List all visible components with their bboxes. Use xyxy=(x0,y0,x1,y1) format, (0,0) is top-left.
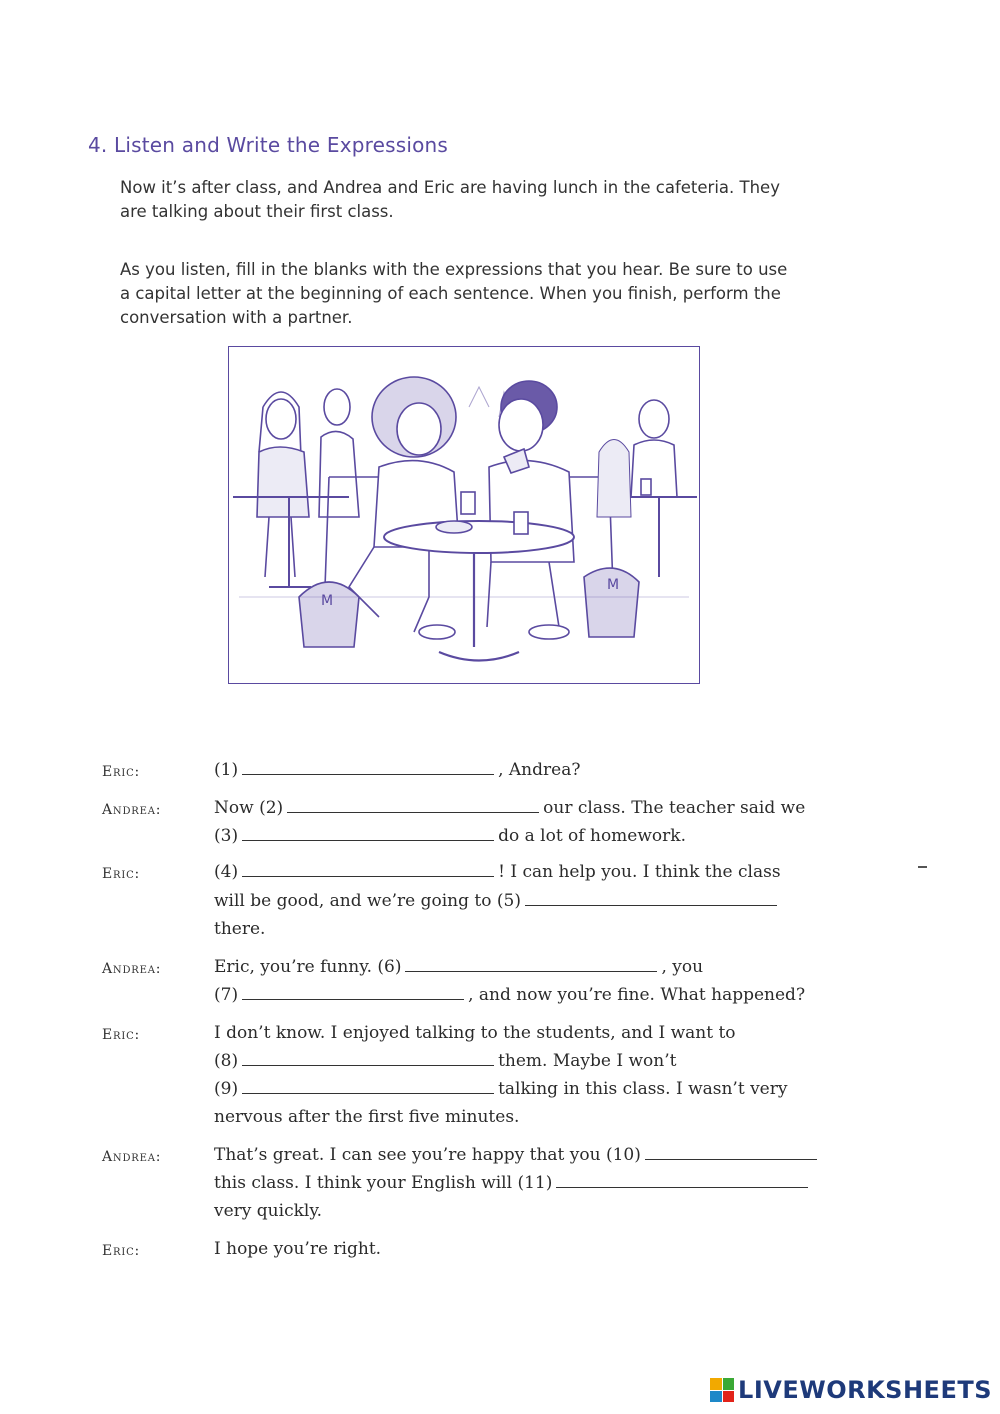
dialogue-line xyxy=(214,1173,812,1193)
dialogue-line xyxy=(214,1201,322,1221)
blank-2[interactable] xyxy=(287,798,539,813)
line-text: , and now you’re fine. What happened? xyxy=(468,985,806,1005)
blank-1[interactable] xyxy=(242,760,494,775)
instructions-paragraph: As you listen, fill in the blanks with the expressions that you hear. Be sure to use a capital letter at the beginning of each sentence. When you finish, perform the conversation with a partner. xyxy=(120,260,788,327)
dialogue-line xyxy=(214,862,781,882)
dialogue-line xyxy=(214,1239,381,1259)
line-text: there. xyxy=(214,919,266,939)
blank-3[interactable] xyxy=(242,826,494,841)
line-text: ! I can help you. I think the class xyxy=(498,862,781,882)
dialogue-line xyxy=(214,760,580,780)
line-text: nervous after the first five minutes. xyxy=(214,1107,520,1127)
line-text: our class. The teacher said we xyxy=(543,798,806,818)
intro-paragraph: Now it’s after class, and Andrea and Eric are having lunch in the cafeteria. They are talking about their first class. xyxy=(120,178,780,221)
speaker-label: Andrea: xyxy=(102,961,162,977)
line-text: very quickly. xyxy=(214,1201,323,1221)
dialogue-line xyxy=(214,1079,787,1099)
line-text: , you xyxy=(661,957,704,977)
dialogue-line xyxy=(214,1051,676,1071)
blank-5[interactable] xyxy=(525,891,777,906)
blank-8[interactable] xyxy=(242,1051,494,1066)
line-text: (4) xyxy=(214,862,239,882)
line-text: talking in this class. I wasn’t very xyxy=(498,1079,788,1099)
line-text: (7) xyxy=(214,985,239,1005)
dialogue-line xyxy=(214,919,265,939)
blank-6[interactable] xyxy=(405,957,657,972)
line-text: , Andrea? xyxy=(498,760,581,780)
speaker-label: Eric: xyxy=(102,1027,141,1043)
line-text: Now (2) xyxy=(214,798,284,818)
svg-text:M: M xyxy=(321,593,334,609)
line-text: That’s great. I can see you’re happy that you (10) xyxy=(214,1145,641,1165)
blank-7[interactable] xyxy=(242,985,464,1000)
line-text: them. Maybe I won’t xyxy=(498,1051,677,1071)
line-text: (8) xyxy=(214,1051,239,1071)
liveworksheets-logo[interactable] xyxy=(710,1376,992,1404)
dialogue-line xyxy=(214,985,805,1005)
dialogue-line xyxy=(214,1023,736,1043)
blank-9[interactable] xyxy=(242,1079,494,1094)
line-text: I hope you’re right. xyxy=(214,1239,382,1259)
speaker-label: Eric: xyxy=(102,1243,141,1259)
speaker-label: Eric: xyxy=(102,764,141,780)
line-text: this class. I think your English will (11) xyxy=(214,1173,553,1193)
cafeteria-illustration xyxy=(228,346,700,684)
line-text: will be good, and we’re going to (5) xyxy=(214,891,521,911)
blank-10[interactable] xyxy=(645,1145,817,1160)
margin-dash xyxy=(918,866,927,868)
svg-text:M: M xyxy=(607,577,620,593)
section-title: 4. Listen and Write the Expressions xyxy=(88,133,449,157)
dialogue-line xyxy=(214,798,805,818)
dialogue-line xyxy=(214,1145,821,1165)
blank-11[interactable] xyxy=(556,1173,808,1188)
logo-icon xyxy=(710,1378,734,1402)
dialogue-line xyxy=(214,957,703,977)
line-text: (1) xyxy=(214,760,239,780)
blank-4[interactable] xyxy=(242,862,494,877)
speaker-label: Andrea: xyxy=(102,1149,162,1165)
dialogue-line xyxy=(214,891,781,911)
line-text: I don’t know. I enjoyed talking to the students, and I want to xyxy=(214,1023,736,1043)
logo-text: LIVEWORKSHEETS xyxy=(738,1376,992,1404)
dialogue-line xyxy=(214,1107,519,1127)
line-text: do a lot of homework. xyxy=(498,826,686,846)
speaker-label: Andrea: xyxy=(102,802,162,818)
line-text: (9) xyxy=(214,1079,239,1099)
speaker-label: Eric: xyxy=(102,866,141,882)
dialogue-line xyxy=(214,826,686,846)
line-text: (3) xyxy=(214,826,239,846)
line-text: Eric, you’re funny. (6) xyxy=(214,957,402,977)
